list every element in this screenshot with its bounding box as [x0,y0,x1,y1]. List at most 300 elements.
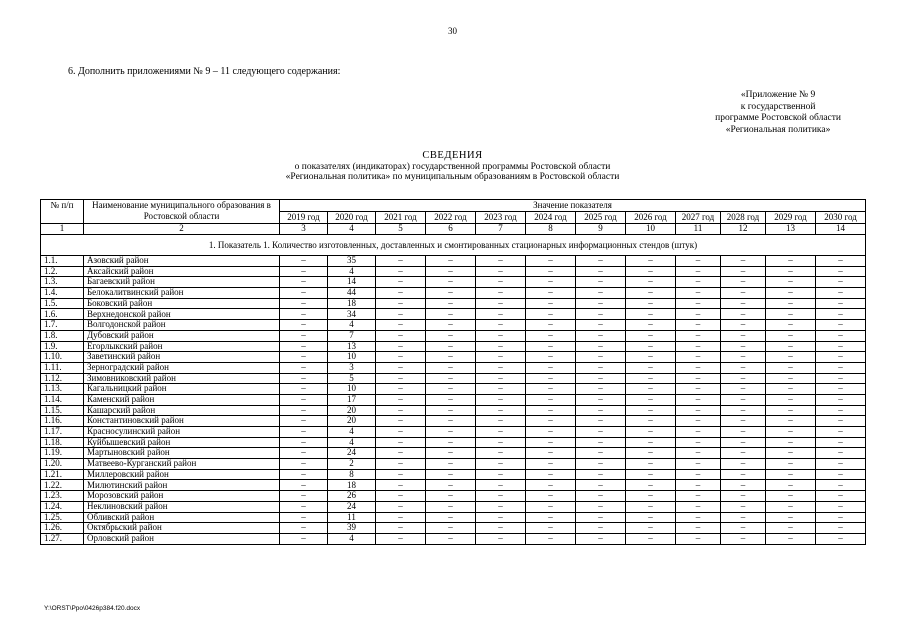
row-value-2026: – [626,341,676,352]
row-municipality-name: Зерноградский район [84,362,280,373]
row-value-2024: – [526,533,576,544]
row-value-2020: 4 [328,320,376,331]
row-value-2025: – [576,288,626,299]
row-value-2022: – [426,384,476,395]
row-value-2026: – [626,469,676,480]
row-value-2022: – [426,330,476,341]
row-value-2025: – [576,523,626,534]
row-value-2024: – [526,266,576,277]
row-value-2021: – [376,437,426,448]
row-value-2027: – [676,533,721,544]
row-value-2025: – [576,459,626,470]
table-row [41,480,866,491]
row-value-2026: – [626,373,676,384]
row-value-2023: – [476,501,526,512]
row-number: 1.8. [41,330,84,341]
row-value-2024: – [526,394,576,405]
row-value-2027: – [676,416,721,427]
row-municipality-name: Верхнедонской район [84,309,280,320]
column-number-1: 1 [41,224,84,235]
row-value-2026: – [626,512,676,523]
row-value-2030: – [816,459,866,470]
row-value-2019: – [280,448,328,459]
appendix-caption [715,90,841,136]
row-value-2020: 4 [328,266,376,277]
row-municipality-name: Кашарский район [84,405,280,416]
row-value-2028: – [721,523,766,534]
row-value-2026: – [626,352,676,363]
row-value-2022: – [426,459,476,470]
row-number: 1.5. [41,298,84,309]
column-number-3: 3 [280,224,328,235]
row-value-2019: – [280,298,328,309]
row-value-2026: – [626,448,676,459]
table-row [41,459,866,470]
row-value-2019: – [280,533,328,544]
row-value-2025: – [576,384,626,395]
table-row [41,437,866,448]
row-value-2023: – [476,405,526,416]
row-number: 1.6. [41,309,84,320]
row-value-2030: – [816,405,866,416]
row-value-2030: – [816,320,866,331]
row-value-2027: – [676,437,721,448]
row-value-2022: – [426,277,476,288]
header-year-8: 2026 год [626,212,676,224]
row-value-2029: – [766,298,816,309]
header-year-1: 2019 год [280,212,328,224]
row-value-2019: – [280,512,328,523]
row-value-2027: – [676,469,721,480]
row-value-2021: – [376,448,426,459]
row-value-2027: – [676,501,721,512]
row-value-2020: 11 [328,512,376,523]
row-value-2022: – [426,480,476,491]
row-municipality-name: Волгодонской район [84,320,280,331]
row-value-2022: – [426,298,476,309]
row-value-2029: – [766,491,816,502]
row-value-2024: – [526,448,576,459]
row-value-2022: – [426,469,476,480]
row-value-2025: – [576,501,626,512]
row-value-2021: – [376,256,426,267]
table-row [41,427,866,438]
appendix-caption-line-3: программе Ростовской области [715,113,841,123]
row-value-2030: – [816,512,866,523]
row-value-2030: – [816,480,866,491]
row-value-2022: – [426,437,476,448]
row-value-2021: – [376,309,426,320]
table-row [41,352,866,363]
row-value-2030: – [816,288,866,299]
row-value-2024: – [526,459,576,470]
row-value-2021: – [376,384,426,395]
row-value-2026: – [626,394,676,405]
row-value-2023: – [476,523,526,534]
row-value-2023: – [476,277,526,288]
row-value-2021: – [376,362,426,373]
row-value-2029: – [766,437,816,448]
row-value-2029: – [766,330,816,341]
row-value-2020: 18 [328,298,376,309]
row-value-2029: – [766,341,816,352]
table-row [41,277,866,288]
row-value-2020: 10 [328,384,376,395]
column-number-10: 10 [626,224,676,235]
column-number-12: 12 [721,224,766,235]
row-value-2023: – [476,373,526,384]
row-value-2025: – [576,512,626,523]
row-value-2029: – [766,459,816,470]
row-value-2026: – [626,459,676,470]
row-municipality-name: Заветинский район [84,352,280,363]
row-value-2027: – [676,320,721,331]
row-value-2027: – [676,491,721,502]
table-row [41,309,866,320]
row-value-2024: – [526,480,576,491]
header-year-2: 2020 год [328,212,376,224]
row-value-2022: – [426,309,476,320]
row-value-2027: – [676,394,721,405]
appendix-caption-line-4: «Региональная политика» [725,124,831,135]
row-value-2027: – [676,309,721,320]
row-value-2021: – [376,373,426,384]
table-row [41,512,866,523]
row-value-2022: – [426,266,476,277]
row-value-2024: – [526,469,576,480]
row-value-2024: – [526,309,576,320]
row-value-2022: – [426,512,476,523]
section-title: 1. Показатель 1. Количество изготовленных, доставленных и смонтированных стационарных информационных стендов (штук) [41,235,866,256]
appendix-caption-line-2: к государственной [740,101,816,112]
row-value-2028: – [721,448,766,459]
row-municipality-name: Каменский район [84,394,280,405]
row-value-2019: – [280,469,328,480]
row-value-2024: – [526,352,576,363]
row-number: 1.9. [41,341,84,352]
column-number-6: 6 [426,224,476,235]
row-value-2029: – [766,266,816,277]
row-value-2024: – [526,512,576,523]
row-value-2030: – [816,384,866,395]
row-value-2022: – [426,427,476,438]
row-value-2019: – [280,427,328,438]
row-municipality-name: Морозовский район [84,491,280,502]
row-value-2027: – [676,512,721,523]
row-value-2024: – [526,416,576,427]
row-value-2019: – [280,362,328,373]
row-value-2023: – [476,491,526,502]
row-municipality-name: Кагальницкий район [84,384,280,395]
row-value-2020: 3 [328,362,376,373]
row-value-2020: 5 [328,373,376,384]
row-value-2023: – [476,533,526,544]
row-value-2026: – [626,480,676,491]
row-value-2019: – [280,491,328,502]
row-value-2021: – [376,405,426,416]
row-value-2025: – [576,362,626,373]
column-number-4: 4 [328,224,376,235]
row-value-2024: – [526,256,576,267]
row-value-2022: – [426,394,476,405]
row-value-2019: – [280,330,328,341]
row-value-2030: – [816,437,866,448]
row-value-2021: – [376,266,426,277]
row-value-2030: – [816,277,866,288]
row-value-2022: – [426,405,476,416]
row-value-2021: – [376,288,426,299]
row-value-2020: 2 [328,459,376,470]
row-value-2026: – [626,384,676,395]
row-value-2024: – [526,362,576,373]
row-value-2023: – [476,480,526,491]
row-value-2029: – [766,373,816,384]
row-value-2030: – [816,533,866,544]
heading-title: СВЕДЕНИЯ [422,150,483,161]
row-value-2024: – [526,437,576,448]
row-value-2029: – [766,320,816,331]
row-value-2029: – [766,512,816,523]
row-value-2023: – [476,394,526,405]
row-value-2027: – [676,256,721,267]
row-value-2027: – [676,384,721,395]
column-number-7: 7 [476,224,526,235]
row-value-2026: – [626,427,676,438]
header-year-3: 2021 год [376,212,426,224]
row-value-2029: – [766,352,816,363]
row-value-2020: 20 [328,405,376,416]
row-value-2025: – [576,491,626,502]
row-municipality-name: Азовский район [84,256,280,267]
row-value-2025: – [576,309,626,320]
row-value-2026: – [626,298,676,309]
row-value-2030: – [816,501,866,512]
row-number: 1.14. [41,394,84,405]
table-row [41,341,866,352]
column-number-9: 9 [576,224,626,235]
row-value-2024: – [526,384,576,395]
row-value-2020: 13 [328,341,376,352]
row-value-2022: – [426,533,476,544]
row-value-2021: – [376,533,426,544]
row-value-2028: – [721,320,766,331]
header-year-10: 2028 год [721,212,766,224]
row-municipality-name: Обливский район [84,512,280,523]
table-row [41,501,866,512]
row-value-2024: – [526,320,576,331]
row-value-2019: – [280,309,328,320]
table-row [41,384,866,395]
row-value-2023: – [476,416,526,427]
row-value-2023: – [476,256,526,267]
row-value-2020: 44 [328,288,376,299]
row-number: 1.4. [41,288,84,299]
row-number: 1.23. [41,491,84,502]
column-number-13: 13 [766,224,816,235]
header-year-6: 2024 год [526,212,576,224]
row-value-2019: – [280,320,328,331]
row-value-2020: 4 [328,427,376,438]
row-value-2030: – [816,373,866,384]
row-value-2030: – [816,491,866,502]
row-value-2025: – [576,320,626,331]
row-value-2021: – [376,330,426,341]
row-value-2030: – [816,416,866,427]
row-value-2022: – [426,448,476,459]
row-value-2029: – [766,501,816,512]
row-value-2021: – [376,320,426,331]
row-value-2019: – [280,373,328,384]
row-value-2028: – [721,405,766,416]
row-value-2030: – [816,469,866,480]
row-value-2026: – [626,320,676,331]
table-row [41,405,866,416]
page-number: 30 [448,26,457,36]
row-value-2024: – [526,341,576,352]
row-value-2029: – [766,533,816,544]
row-municipality-name: Миллеровский район [84,469,280,480]
row-value-2020: 18 [328,480,376,491]
row-value-2027: – [676,480,721,491]
row-value-2027: – [676,448,721,459]
row-value-2025: – [576,533,626,544]
row-value-2029: – [766,416,816,427]
row-value-2021: – [376,352,426,363]
header-name-col: Наименование муниципального образования в Ростовской области [84,200,280,224]
row-value-2026: – [626,416,676,427]
row-value-2023: – [476,309,526,320]
heading-line-2: о показателях (индикаторах) государственной программы Ростовской области [294,161,611,172]
row-value-2025: – [576,330,626,341]
row-value-2022: – [426,288,476,299]
row-value-2021: – [376,501,426,512]
row-value-2021: – [376,523,426,534]
row-value-2030: – [816,256,866,267]
row-value-2028: – [721,437,766,448]
row-number: 1.22. [41,480,84,491]
table-row [41,533,866,544]
row-value-2025: – [576,373,626,384]
row-value-2023: – [476,459,526,470]
row-value-2028: – [721,277,766,288]
row-number: 1.7. [41,320,84,331]
row-value-2022: – [426,362,476,373]
row-value-2028: – [721,480,766,491]
row-value-2029: – [766,288,816,299]
column-number-2: 2 [84,224,280,235]
row-value-2027: – [676,266,721,277]
row-number: 1.2. [41,266,84,277]
row-value-2020: 7 [328,330,376,341]
row-value-2020: 24 [328,448,376,459]
row-number: 1.27. [41,533,84,544]
row-value-2020: 26 [328,491,376,502]
row-value-2027: – [676,341,721,352]
column-number-11: 11 [676,224,721,235]
row-number: 1.20. [41,459,84,470]
row-value-2021: – [376,459,426,470]
row-value-2019: – [280,405,328,416]
header-year-5: 2023 год [476,212,526,224]
row-value-2025: – [576,416,626,427]
row-value-2021: – [376,277,426,288]
row-value-2029: – [766,256,816,267]
row-number: 1.26. [41,523,84,534]
row-value-2027: – [676,277,721,288]
row-value-2025: – [576,266,626,277]
row-value-2026: – [626,523,676,534]
row-number: 1.10. [41,352,84,363]
row-value-2025: – [576,352,626,363]
table-row [41,523,866,534]
row-value-2026: – [626,362,676,373]
row-value-2028: – [721,491,766,502]
row-value-2022: – [426,256,476,267]
row-value-2028: – [721,352,766,363]
row-value-2019: – [280,501,328,512]
row-value-2019: – [280,459,328,470]
row-number: 1.3. [41,277,84,288]
row-value-2019: – [280,341,328,352]
row-value-2024: – [526,427,576,438]
row-value-2026: – [626,330,676,341]
row-value-2021: – [376,491,426,502]
row-value-2028: – [721,394,766,405]
row-value-2019: – [280,256,328,267]
header-year-12: 2030 год [816,212,866,224]
row-value-2019: – [280,523,328,534]
row-municipality-name: Аксайский район [84,266,280,277]
row-value-2023: – [476,341,526,352]
row-value-2027: – [676,405,721,416]
row-number: 1.19. [41,448,84,459]
row-value-2028: – [721,266,766,277]
row-value-2029: – [766,448,816,459]
row-number: 1.15. [41,405,84,416]
row-value-2029: – [766,362,816,373]
document-heading [0,151,905,183]
row-municipality-name: Красносулинский район [84,427,280,438]
row-value-2030: – [816,352,866,363]
row-value-2027: – [676,352,721,363]
column-number-8: 8 [526,224,576,235]
table-header-row-1 [41,200,866,212]
row-value-2020: 24 [328,501,376,512]
row-value-2030: – [816,330,866,341]
column-number-5: 5 [376,224,426,235]
header-year-7: 2025 год [576,212,626,224]
row-value-2029: – [766,309,816,320]
header-value-group: Значение показателя [280,200,866,212]
row-value-2023: – [476,352,526,363]
row-value-2027: – [676,427,721,438]
row-value-2020: 20 [328,416,376,427]
table-row [41,256,866,267]
row-value-2024: – [526,405,576,416]
row-value-2029: – [766,427,816,438]
row-value-2024: – [526,330,576,341]
row-value-2027: – [676,523,721,534]
row-value-2022: – [426,491,476,502]
row-value-2026: – [626,437,676,448]
row-municipality-name: Багаевский район [84,277,280,288]
row-value-2022: – [426,373,476,384]
row-value-2024: – [526,298,576,309]
row-value-2023: – [476,469,526,480]
row-value-2026: – [626,288,676,299]
row-value-2019: – [280,266,328,277]
row-value-2028: – [721,512,766,523]
